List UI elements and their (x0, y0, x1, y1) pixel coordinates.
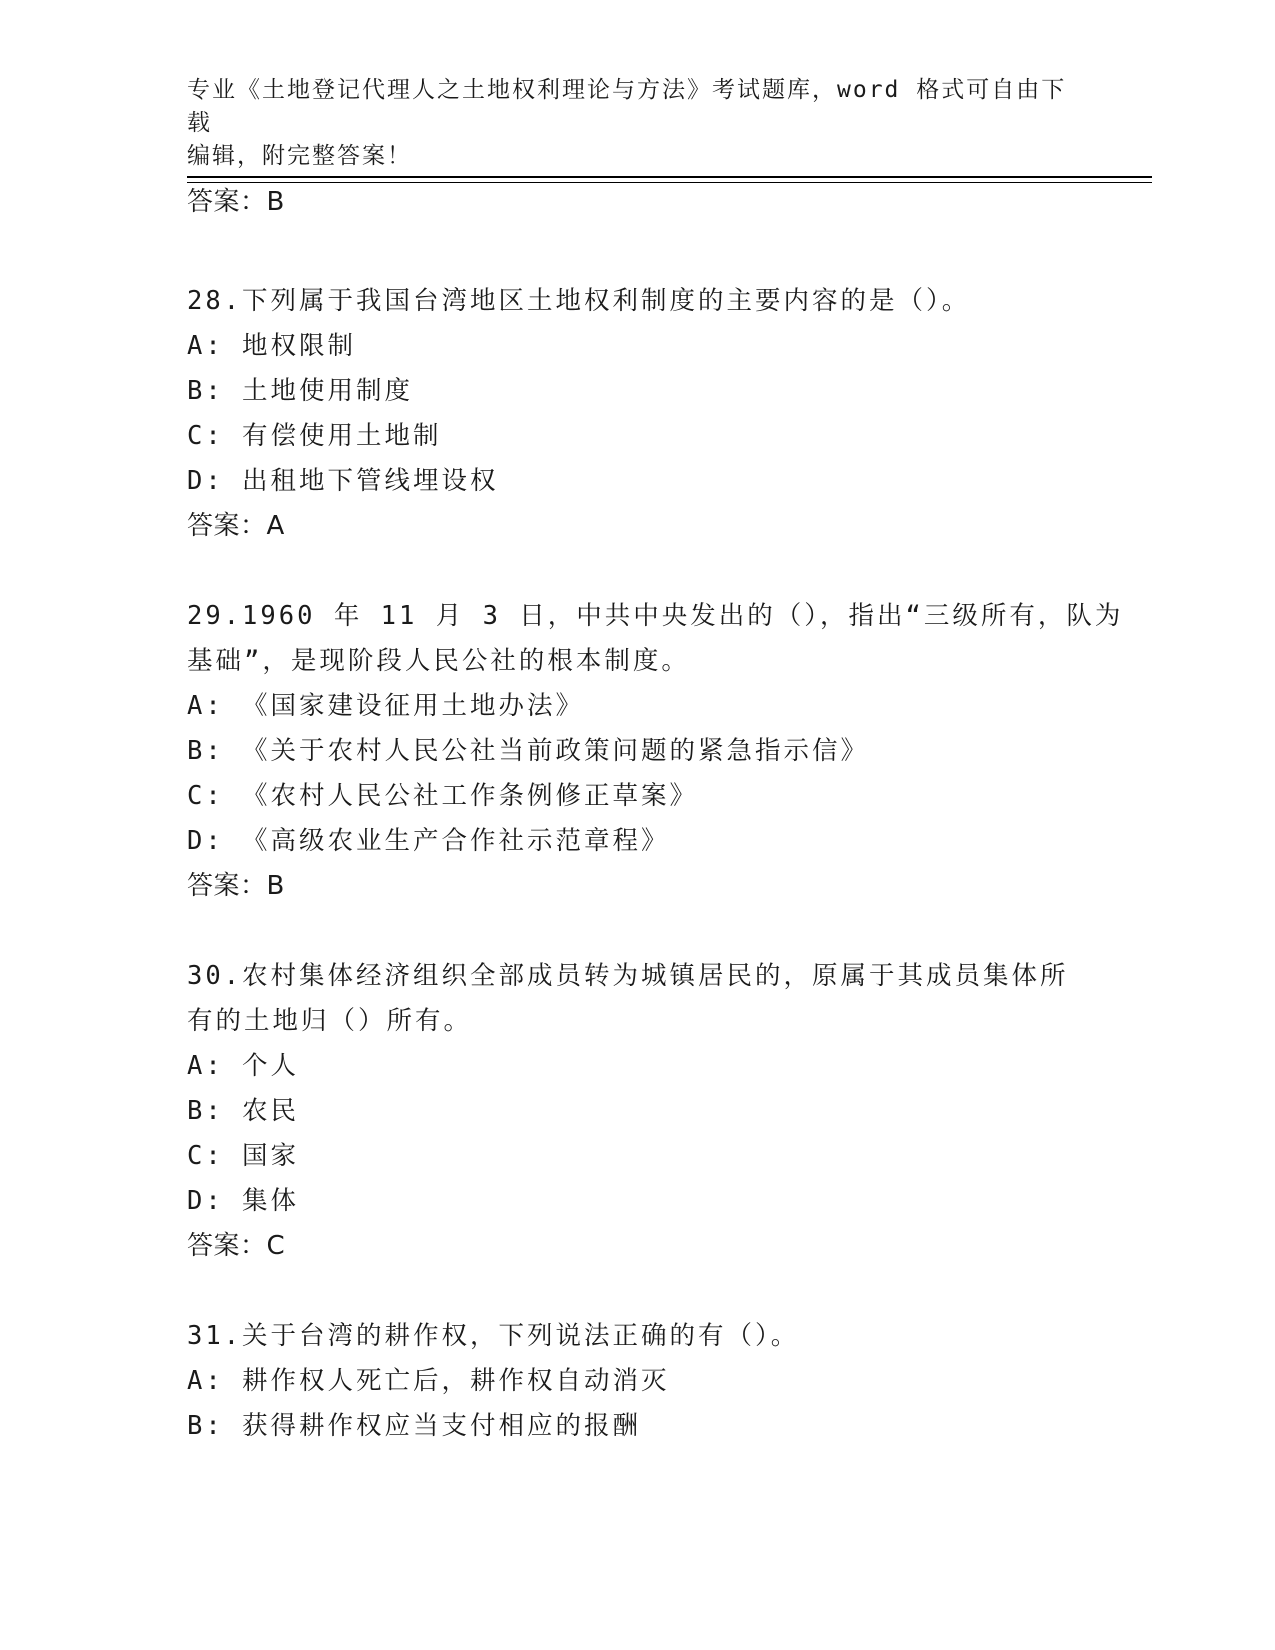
question-answer: 答案：A (187, 511, 285, 541)
option-d: D: 集体 (187, 1186, 300, 1216)
option-d: D: 出租地下管线埋设权 (187, 466, 499, 496)
question-stem: 30.农村集体经济组织全部成员转为城镇居民的，原属于其成员集体所 (187, 961, 1069, 991)
option-b: B: 土地使用制度 (187, 376, 414, 406)
option-a: A: 《国家建设征用土地办法》 (187, 691, 585, 721)
question-stem: 28.下列属于我国台湾地区土地权利制度的主要内容的是（）。 (187, 286, 971, 316)
question-answer: 答案：C (187, 1231, 286, 1261)
previous-answer: 答案：B (187, 187, 285, 217)
option-d: D: 《高级农业生产合作社示范章程》 (187, 826, 670, 856)
option-b: B: 获得耕作权应当支付相应的报酬 (187, 1411, 642, 1441)
question-stem: 31.关于台湾的耕作权，下列说法正确的有（）。 (187, 1321, 800, 1351)
document-header (187, 74, 1087, 173)
option-a: A: 个人 (187, 1051, 300, 1081)
question-stem-cont: 有的土地归（）所有。 (187, 1006, 473, 1036)
header-line-1: 专业《土地登记代理人之土地权利理论与方法》考试题库，word 格式可自由下载 (187, 77, 1067, 136)
option-c: C: 有偿使用土地制 (187, 421, 442, 451)
question-answer: 答案：B (187, 871, 285, 901)
question-stem: 29.1960 年 11 月 3 日，中共中央发出的（），指出“三级所有，队为 (187, 601, 1124, 631)
option-a: A: 地权限制 (187, 331, 357, 361)
header-divider (187, 176, 1152, 178)
option-b: B: 农民 (187, 1096, 300, 1126)
option-c: C: 《农村人民公社工作条例修正草案》 (187, 781, 699, 811)
header-line-2: 编辑，附完整答案！ (187, 143, 412, 169)
question-stem-cont: 基础”，是现阶段人民公社的根本制度。 (187, 646, 690, 676)
option-a: A: 耕作权人死亡后，耕作权自动消灭 (187, 1366, 670, 1396)
option-c: C: 国家 (187, 1141, 300, 1171)
option-b: B: 《关于农村人民公社当前政策问题的紧急指示信》 (187, 736, 870, 766)
header-divider-thin (187, 182, 1152, 183)
